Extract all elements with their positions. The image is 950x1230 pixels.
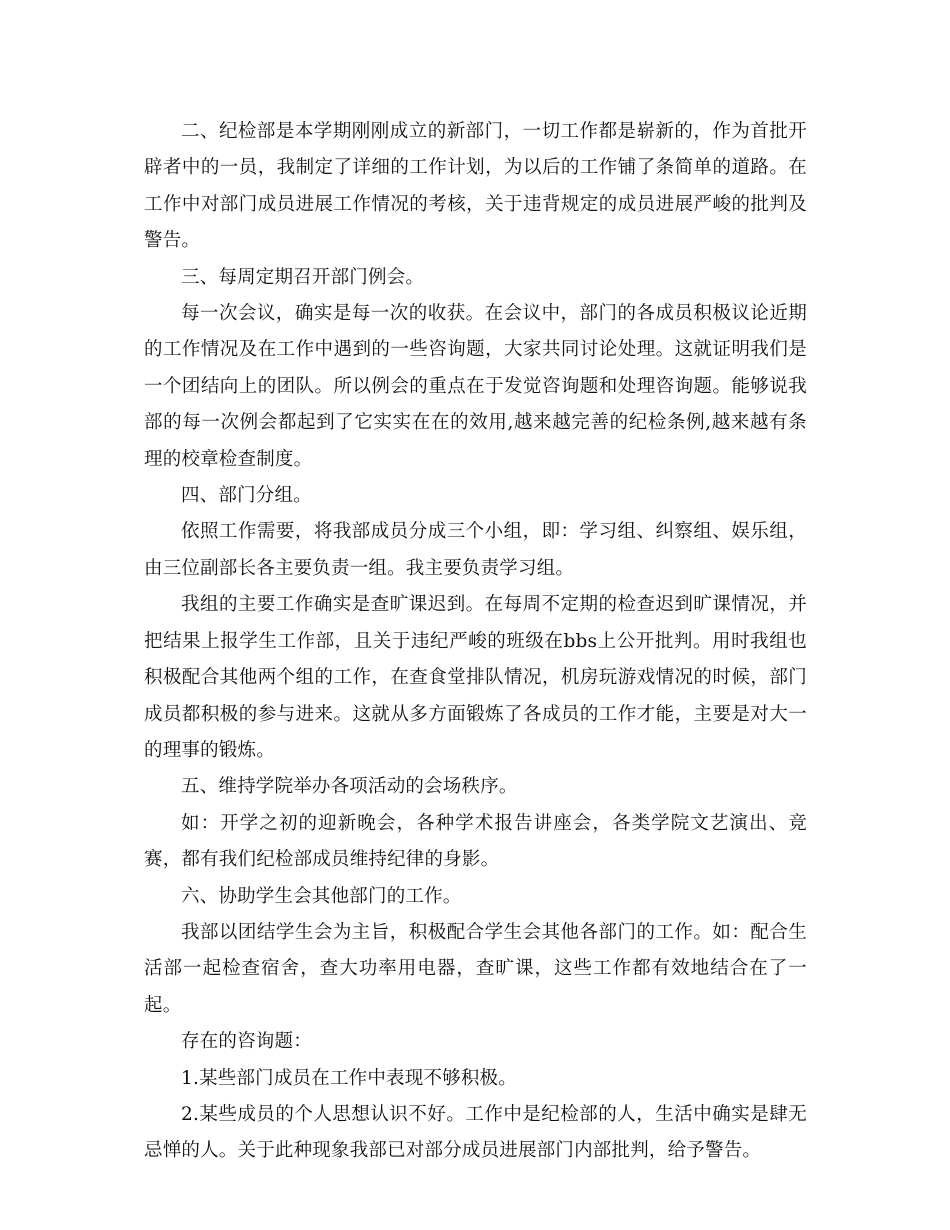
heading-weekly-meeting: 三、每周定期召开部门例会。 [181,266,425,288]
paragraph-discipline-dept-intro: 二、纪检部是本学期刚刚成立的新部门，一切工作都是崭新的，作为首批开辟者中的一员，我制定了详细的工作计划，为以后的工作铺了条简单的道路。在工作中对部门成员进展工作情况的考核，关于违背规定的成员进展严峻的批判及警告。 [144,121,807,252]
paragraph-assist-other-depts: 我部以团结学生会为主旨，积极配合学生会其他各部门的工作。如：配合生活部一起检查宿舍，查大功率用电器，查旷课，这些工作都有效地结合在了一起。 [144,921,807,1016]
document-body [144,114,807,1170]
list-item-problem-2: 2.某些成员的个人思想认识不好。工作中是纪检部的人，生活中确实是肆无忌惮的人。关于此种现象我部已对部分成员进展部门内部批判，给予警告。 [144,1103,807,1162]
paragraph-venue-order: 如：开学之初的迎新晚会，各种学术报告讲座会，各类学院文艺演出、竞赛，都有我们纪检部成员维持纪律的身影。 [144,812,807,871]
heading-department-groups: 四、部门分组。 [181,485,312,507]
paragraph-weekly-meeting: 每一次会议，确实是每一次的收获。在会议中，部门的各成员积极议论近期的工作情况及在工作中遇到的一些咨询题，大家共同讨论处理。这就证明我们是一个团结向上的团队。所以例会的重点在于发觉咨询题和处理咨询题。能够说我部的每一次例会都起到了它实实在在的效用,越来越完善的纪检条例,越来越有条理的校章检查制度。 [144,303,807,470]
heading-existing-problems: 存在的咨询题： [181,1031,312,1053]
paragraph-study-group-work: 我组的主要工作确实是查旷课迟到。在每周不定期的检查迟到旷课情况，并把结果上报学生工作部，且关于违纪严峻的班级在bbs上公开批判。用时我组也积极配合其他两个组的工作，在查食堂排队情况，机房玩游戏情况的时候，部门成员都积极的参与进来。这就从多方面锻炼了各成员的工作才能，主要是对大一的理事的锻炼。 [144,594,807,761]
heading-assist-other-depts: 六、协助学生会其他部门的工作。 [181,885,462,907]
heading-venue-order: 五、维持学院举办各项活动的会场秩序。 [181,776,518,798]
list-item-problem-1: 1.某些部门成员在工作中表现不够积极。 [181,1067,517,1089]
paragraph-department-groups: 依照工作需要，将我部成员分成三个小组，即：学习组、纠察组、娱乐组，由三位副部长各主要负责一组。我主要负责学习组。 [144,521,807,579]
